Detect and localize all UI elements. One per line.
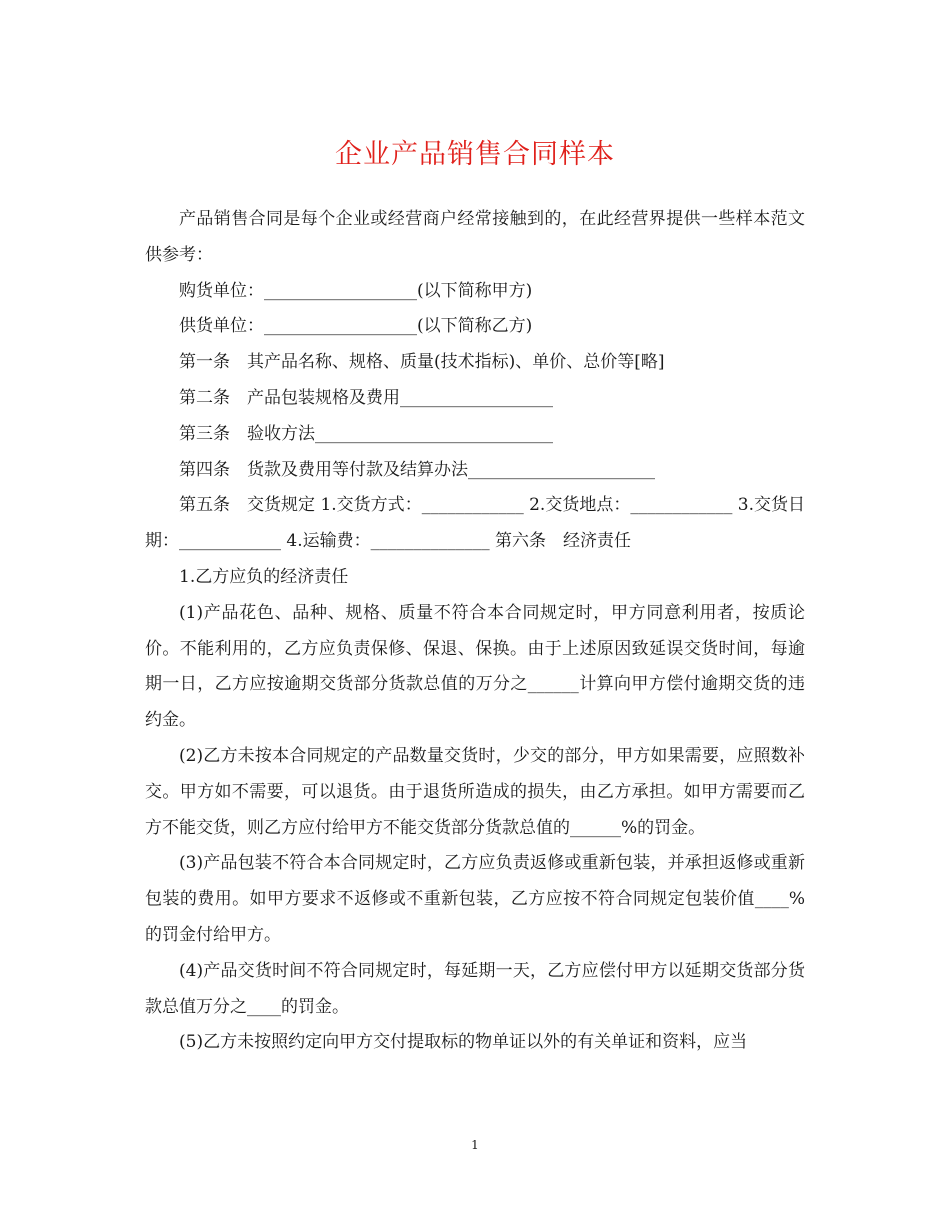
article-3: 第三条 验收方法____________________________ (179, 423, 553, 444)
article-5: 第五条 交货规定 1.交货方式：____________ 2.交货地点：____________ 3.交货日期：____________ 4.运输费：______________ 第六条 经济责任 (145, 495, 805, 552)
liability-item-4: (4)产品交货时间不符合同规定时，每延期一天，乙方应偿付甲方以延期交货部分货款总值万分之____的罚金。 (145, 960, 805, 1017)
liability-item-3: (3)产品包装不符合本合同规定时，乙方应负责返修或重新包装，并承担返修或重新包装的费用。如甲方要求不返修或不重新包装，乙方应按不符合同规定包装价值____%的罚金付给甲方。 (145, 853, 805, 945)
buyer-line: 购货单位：__________________(以下简称甲方) (179, 280, 533, 301)
liability-heading: 1.乙方应负的经济责任 (179, 566, 349, 587)
liability-item-5: (5)乙方未按照约定向甲方交付提取标的物单证以外的有关单证和资料，应当 (179, 1032, 748, 1053)
document-body (145, 202, 805, 1061)
liability-item-2: (2)乙方未按本合同规定的产品数量交货时，少交的部分，甲方如果需要，应照数补交。甲方如不需要，可以退货。由于退货所造成的损失，由乙方承担。如甲方需要而乙方不能交货，则乙方应付给甲方不能交货部分货款总值的______%的罚金。 (145, 745, 805, 838)
intro-paragraph: 产品销售合同是每个企业或经营商户经常接触到的，在此经营界提供一些样本范文供参考： (145, 209, 805, 265)
article-1: 第一条 其产品名称、规格、质量(技术指标)、单价、总价等[略] (179, 352, 665, 373)
liability-item-1: (1)产品花色、品种、规格、质量不符合本合同规定时，甲方同意利用者，按质论价。不能利用的，乙方应负责保修、保退、保换。由于上述原因致延误交货时间，每逾期一日，乙方应按逾期交货部分货款总值的万分之______计算向甲方偿付逾期交货的违约金。 (145, 602, 805, 731)
page-number: 1 (471, 1138, 479, 1152)
article-2: 第二条 产品包装规格及费用__________________ (179, 387, 553, 408)
supplier-line: 供货单位：__________________(以下简称乙方) (179, 316, 533, 337)
document-title: 企业产品销售合同样本 (335, 139, 615, 170)
article-4: 第四条 货款及费用等付款及结算办法______________________ (179, 459, 655, 480)
